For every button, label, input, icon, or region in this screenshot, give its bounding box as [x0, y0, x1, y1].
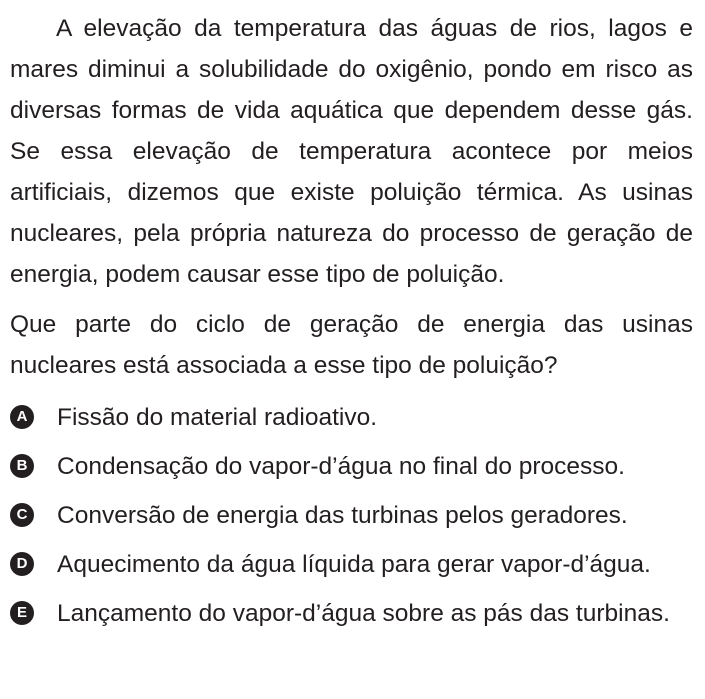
option-b[interactable] [10, 446, 693, 487]
option-a-badge: A [10, 405, 34, 429]
option-d-badge: D [10, 552, 34, 576]
option-b-badge: B [10, 454, 34, 478]
option-e-badge: E [10, 601, 34, 625]
passage-text: A elevação da temperatura das águas de rios, lagos e mares diminui a solubilidade do oxigênio, pondo em risco as diversas formas de vida aquática que dependem desse gás. Se essa elevação de temperatura acontece por meios artificiais, dizemos que existe poluição térmica. As usinas nucleares, pela própria natureza do processo de geração de energia, podem causar esse tipo de poluição. [10, 15, 693, 288]
option-c[interactable] [10, 495, 693, 536]
option-a-text: Fissão do material radioativo. [57, 404, 378, 431]
answer-options [10, 397, 693, 634]
option-e[interactable] [10, 593, 693, 634]
option-b-text: Condensação do vapor-d’água no final do processo. [57, 453, 625, 480]
option-e-text: Lançamento do vapor-d’água sobre as pás das turbinas. [57, 600, 670, 627]
option-c-badge: C [10, 503, 34, 527]
option-d-text: Aquecimento da água líquida para gerar vapor-d’água. [57, 551, 651, 578]
question-prompt: Que parte do ciclo de geração de energia das usinas nucleares está associada a esse tipo de poluição? [10, 311, 693, 379]
option-d[interactable] [10, 544, 693, 585]
option-c-text: Conversão de energia das turbinas pelos geradores. [57, 502, 628, 529]
option-a[interactable] [10, 397, 693, 438]
